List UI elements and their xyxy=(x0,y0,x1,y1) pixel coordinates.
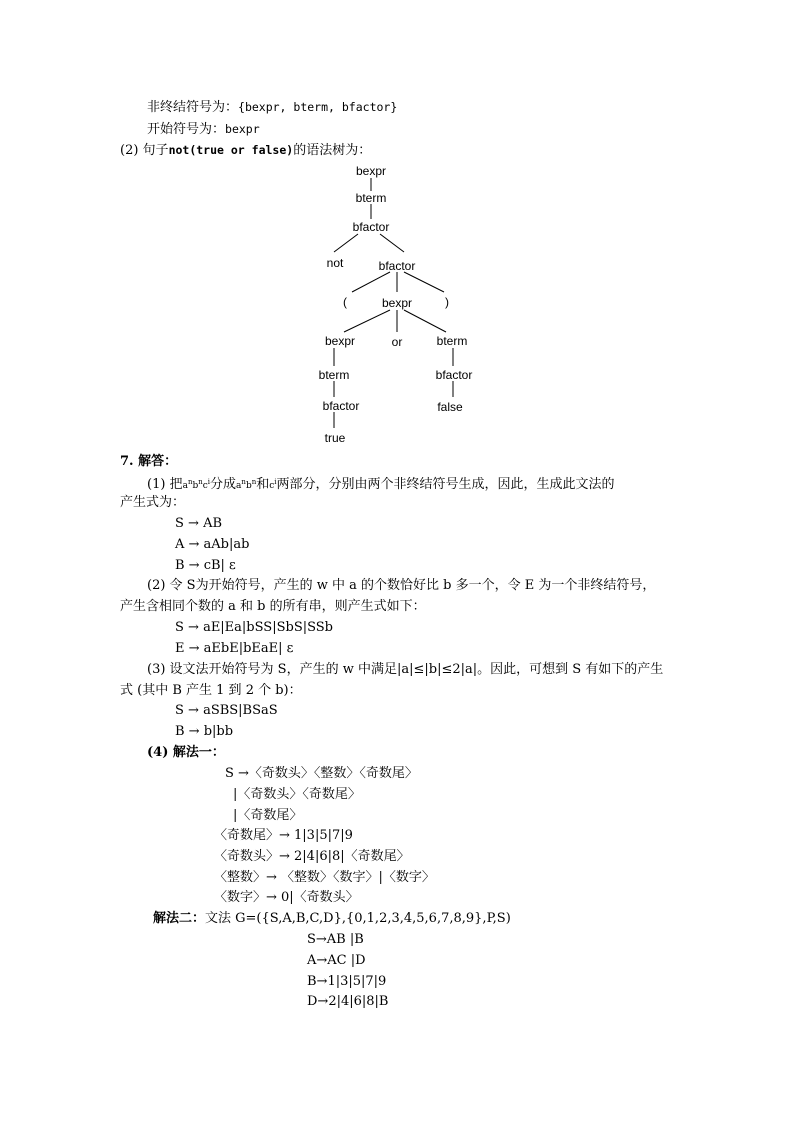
rule: 〈奇数尾〉→ 1|3|5|7|9 xyxy=(214,828,353,843)
nonterminals-line xyxy=(147,99,397,116)
text: (1) 把 xyxy=(147,477,183,492)
q7-p2-line2: 产生含相同个数的 a 和 b 的所有串，则产生式如下： xyxy=(120,599,426,614)
q7-p2-line1: (2) 令 S为开始符号，产生的 w 中 a 的个数恰好比 b 多一个，令 E 为一个非终结符号， xyxy=(147,578,656,593)
sym: c xyxy=(202,481,208,491)
q2-sentence: not(true or false) xyxy=(168,143,294,157)
sym: b xyxy=(245,481,252,491)
start-symbol: bexpr xyxy=(225,122,260,136)
syntax-tree xyxy=(300,160,500,450)
edge xyxy=(404,310,446,332)
rule: 〈整数〉→ 〈整数〉〈数字〉|〈数字〉 xyxy=(214,870,435,885)
expr-ci xyxy=(269,478,277,491)
solution2-label: 解法二： xyxy=(153,911,206,926)
q7-p1-line2: 产生式为： xyxy=(120,495,186,510)
rule: B → cB| ε xyxy=(175,558,236,573)
node-rparen: ) xyxy=(445,295,449,309)
solution2-text: 文法 G=({S,A,B,C,D},{0,1,2,3,4,5,6,7,8,9},P,S) xyxy=(205,911,511,926)
q2-prefix: (2) 句子 xyxy=(120,143,169,158)
start-symbol-line xyxy=(147,121,260,138)
rule: B→1|3|5|7|9 xyxy=(307,974,387,989)
node-bfactor: bfactor xyxy=(352,220,390,234)
text: 分成 xyxy=(210,477,237,492)
sym: b xyxy=(192,481,199,491)
q2-suffix: 的语法树为： xyxy=(293,143,372,158)
rule: S →〈奇数头〉〈整数〉〈奇数尾〉 xyxy=(225,766,418,781)
rule: 〈数字〉→ 0|〈奇数头〉 xyxy=(214,890,359,905)
sym: a xyxy=(182,481,188,491)
edge xyxy=(380,234,404,252)
q7-solution2-line xyxy=(153,911,511,927)
node-bexpr-3: bexpr xyxy=(324,334,356,348)
node-bfactor-2: bfactor xyxy=(378,259,416,273)
node-bterm-right: bterm xyxy=(436,334,468,348)
node-not: not xyxy=(326,256,344,270)
sym: n xyxy=(251,478,257,486)
edge xyxy=(334,234,358,252)
rule: D→2|4|6|8|B xyxy=(307,994,389,1009)
node-bfactor-left: bfactor xyxy=(322,399,360,413)
rule: S→AB |B xyxy=(307,932,364,947)
expr-anbn xyxy=(236,478,257,491)
q7-p3-line1: (3) 设文法开始符号为 S，产生的 w 中满足|a|≤|b|≤2|a|。因此，可想到 S 有如下的产生 xyxy=(147,662,664,677)
rule: S → aSBS|BSaS xyxy=(175,703,278,718)
node-true: true xyxy=(324,431,346,445)
rule: A→AC |D xyxy=(307,953,366,968)
node-bterm: bterm xyxy=(355,191,387,205)
rule: A → aAb|ab xyxy=(175,537,250,552)
text: 两部分，分别由两个非终结符号生成，因此，生成此文法的 xyxy=(276,477,615,492)
q2-line xyxy=(120,142,371,159)
rule: |〈奇数头〉〈奇数尾〉 xyxy=(233,787,361,802)
expr-anbnci xyxy=(182,478,211,491)
edge xyxy=(352,272,390,292)
text: 和 xyxy=(256,477,270,492)
rule: |〈奇数尾〉 xyxy=(233,808,303,823)
node-lparen: ( xyxy=(343,295,347,309)
node-bfactor-right: bfactor xyxy=(435,368,473,382)
node-bexpr-2: bexpr xyxy=(381,296,413,310)
edge xyxy=(404,272,444,292)
nonterminals-label: 非终结符号为： xyxy=(147,100,239,115)
start-label: 开始符号为： xyxy=(147,122,226,137)
sym: n xyxy=(241,478,246,486)
sym: i xyxy=(274,478,277,486)
node-bexpr-root: bexpr xyxy=(355,164,387,178)
rule: E → aEbE|bEaE| ε xyxy=(175,641,294,656)
q7-p3-line2: 式 (其中 B 产生 1 到 2 个 b)： xyxy=(120,683,302,698)
edge xyxy=(344,310,390,332)
node-or: or xyxy=(391,335,403,349)
q7-heading: 7. 解答： xyxy=(120,454,178,469)
nonterminals-set: {bexpr, bterm, bfactor} xyxy=(238,100,398,114)
rule: B → b|bb xyxy=(175,724,234,739)
sym: i xyxy=(207,478,211,486)
rule: 〈奇数头〉→ 2|4|6|8|〈奇数尾〉 xyxy=(214,849,410,864)
node-false: false xyxy=(437,400,463,414)
sym: n xyxy=(198,478,203,486)
sym: c xyxy=(269,481,275,491)
q7-p1-line1 xyxy=(147,474,615,494)
q7-p4-heading: (4) 解法一： xyxy=(147,745,225,760)
sym: a xyxy=(236,481,242,491)
rule: S → AB xyxy=(175,516,223,531)
node-bterm-left: bterm xyxy=(318,368,350,382)
rule: S → aE|Ea|bSS|SbS|SSb xyxy=(175,620,334,635)
sym: n xyxy=(187,478,193,486)
